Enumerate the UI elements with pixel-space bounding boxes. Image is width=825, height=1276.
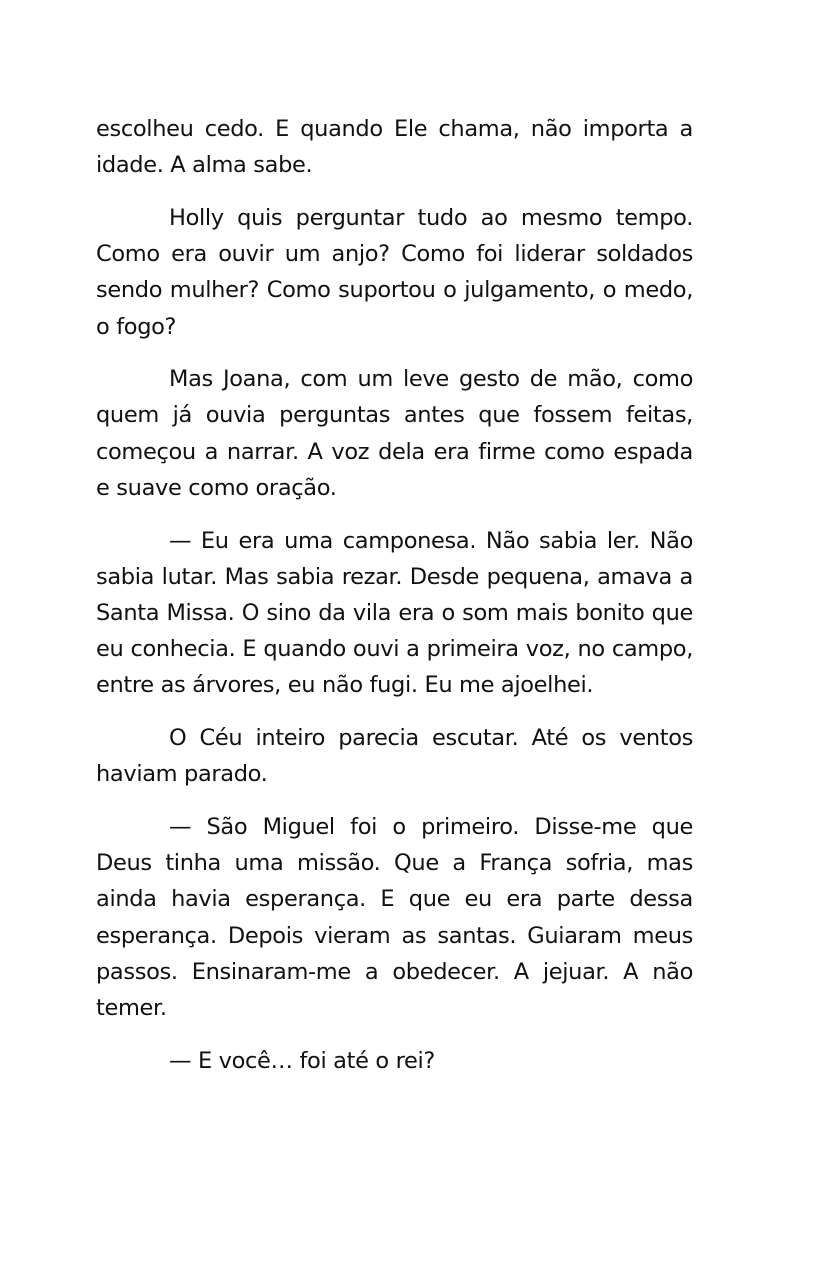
paragraph-dialogue-camponesa: — Eu era uma camponesa. Não sabia ler. Não sabia lutar. Mas sabia rezar. Desde pequena, amava a Santa Missa. O sino da vila era o som mais bonito que eu conhecia. E quando ouvi a primeira voz, no campo, entre as árvores, eu não fugi. Eu me ajoelhei. — [96, 527, 693, 699]
paragraph-dialogue-sao-miguel: — São Miguel foi o primeiro. Disse-me que Deus tinha uma missão. Que a França sofria, mas ainda havia esperança. E que eu era parte dessa esperança. Depois vieram as santas. Guiaram meus passos. Ensinaram-me a obedecer. A jejuar. A não temer. — [96, 813, 693, 1021]
paragraph-dialogue-rei: — E você… foi até o rei? — [169, 1047, 435, 1074]
paragraph-holly-questions: Holly quis perguntar tudo ao mesmo tempo. Como era ouvir um anjo? Como foi liderar soldados sendo mulher? Como suportou o julgamento, o medo, o fogo? — [96, 204, 693, 340]
paragraph-ceu-escutar: O Céu inteiro parecia escutar. Até os ventos haviam parado. — [96, 725, 693, 788]
paragraph-continuation: escolheu cedo. E quando Ele chama, não importa a idade. A alma sabe. — [96, 116, 693, 179]
paragraph-joana-narrates: Mas Joana, com um leve gesto de mão, como quem já ouvia perguntas antes que fossem feitas, começou a narrar. A voz dela era firme como espada e suave como oração. — [96, 366, 693, 501]
book-page-text — [96, 111, 693, 1095]
